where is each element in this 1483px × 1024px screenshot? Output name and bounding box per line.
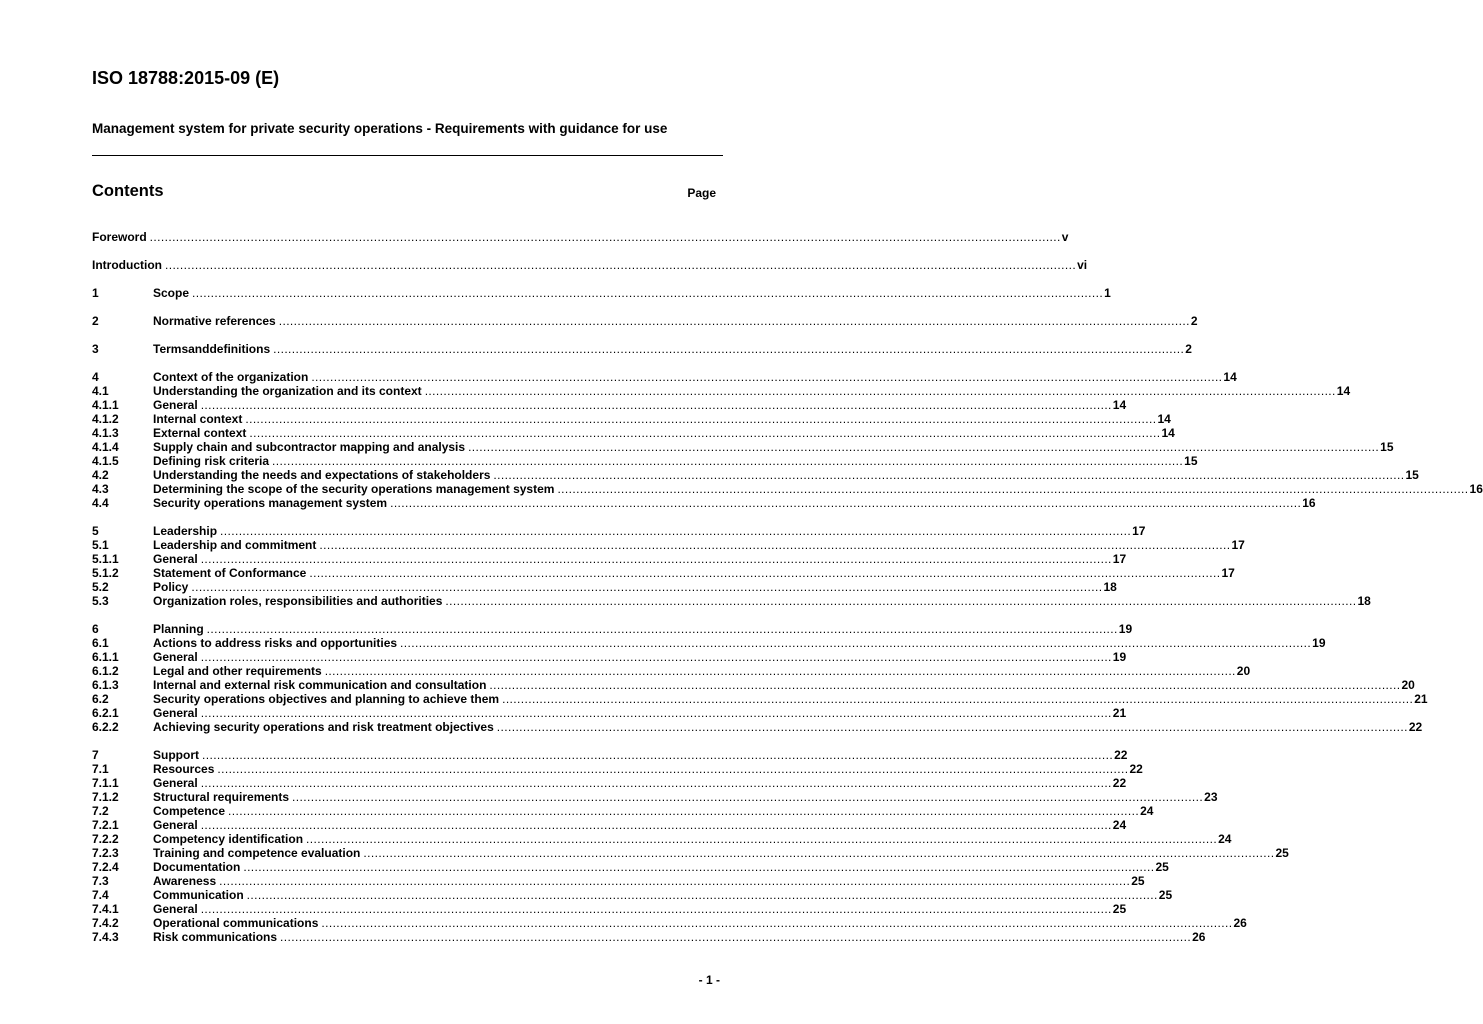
toc-entry-title: Normative references — [153, 314, 276, 328]
toc-entry-number: 6.2.2 — [92, 720, 119, 734]
toc-entry-page: 24 — [1112, 818, 1127, 832]
toc-dot-leader — [201, 552, 1112, 566]
toc-entry-title: General — [153, 776, 198, 790]
toc-entry-page: 21 — [1414, 692, 1428, 706]
toc-entry-page: 17 — [1132, 524, 1146, 538]
contents-heading: Contents — [92, 182, 164, 200]
toc-entry-page: 25 — [1131, 874, 1145, 888]
toc-entry-page: 25 — [1112, 902, 1127, 916]
toc-dot-leader — [219, 874, 1130, 888]
toc-dot-leader — [273, 342, 1184, 356]
toc-dot-leader — [390, 496, 1301, 510]
toc-entry[interactable] — [92, 720, 1423, 734]
toc-entry-title: Context of the organization — [153, 370, 309, 384]
toc-entry-number: 6.1 — [92, 636, 109, 650]
toc-entry-number: 7.3 — [92, 874, 109, 888]
toc-entry-page: 22 — [1112, 776, 1127, 790]
toc-entry-page: 14 — [1112, 398, 1127, 412]
toc-entry-number: 6.1.2 — [92, 664, 119, 678]
toc-entry[interactable] — [92, 888, 1173, 902]
toc-dot-leader — [201, 818, 1112, 832]
toc-entry-title: Operational communications — [153, 916, 319, 930]
toc-entry-number: 7.4 — [92, 888, 109, 902]
toc-entry-page: 25 — [1275, 846, 1289, 860]
toc-entry-page: 18 — [1357, 594, 1371, 608]
toc-entry-title: Training and competence evaluation — [153, 846, 361, 860]
toc-entry-number: 6.2 — [92, 692, 109, 706]
toc-entry[interactable] — [92, 636, 1326, 650]
toc-entry[interactable] — [92, 706, 1127, 720]
toc-entry-number: 7.4.3 — [92, 930, 119, 944]
toc-dot-leader — [220, 524, 1131, 538]
toc-entry-page: 15 — [1380, 440, 1394, 454]
toc-entry[interactable] — [92, 482, 1483, 496]
toc-entry-title: Support — [153, 748, 199, 762]
toc-entry-title: Scope — [153, 286, 190, 300]
toc-entry-number: 5.1 — [92, 538, 109, 552]
toc-entry-page: 17 — [1112, 552, 1127, 566]
toc-entry[interactable] — [92, 846, 1289, 860]
toc-entry-number: 2 — [92, 314, 99, 328]
toc-entry-number: 6 — [92, 622, 99, 636]
toc-entry-title: General — [153, 552, 198, 566]
toc-entry-number: 3 — [92, 342, 99, 356]
toc-entry[interactable] — [92, 426, 1175, 440]
toc-entry[interactable] — [92, 748, 1128, 762]
toc-dot-leader — [279, 314, 1190, 328]
toc-dot-leader — [243, 860, 1154, 874]
toc-entry[interactable] — [92, 874, 1145, 888]
toc-entry-number: 5.1.2 — [92, 566, 119, 580]
toc-entry[interactable] — [92, 524, 1146, 538]
toc-entry[interactable] — [92, 902, 1127, 916]
toc-entry-number: 4.1 — [92, 384, 109, 398]
toc-entry-title: Leadership — [153, 524, 218, 538]
toc-dot-leader — [502, 692, 1413, 706]
toc-entry-title: General — [153, 706, 198, 720]
toc-entry-page: 2 — [1190, 314, 1198, 328]
toc-entry-page: 2 — [1185, 342, 1192, 356]
toc-entry-page: 25 — [1158, 888, 1173, 902]
toc-dot-leader — [245, 412, 1156, 426]
toc-entry-title: Leadership and commitment — [153, 538, 317, 552]
toc-entry[interactable] — [92, 650, 1127, 664]
toc-dot-leader — [497, 720, 1408, 734]
toc-entry-number: 7.1.1 — [92, 776, 119, 790]
toc-entry-number: 7.1.2 — [92, 790, 119, 804]
toc-entry-page: 17 — [1231, 538, 1245, 552]
toc-entry[interactable] — [92, 412, 1171, 426]
toc-entry-number: 4.1.2 — [92, 412, 119, 426]
toc-dot-leader — [445, 594, 1356, 608]
toc-entry-number: 4.1.4 — [92, 440, 119, 454]
toc-entry-title: Documentation — [153, 860, 241, 874]
toc-entry[interactable] — [92, 692, 1428, 706]
toc-entry[interactable] — [92, 454, 1198, 468]
toc-entry-number: 5.3 — [92, 594, 109, 608]
table-of-contents — [92, 0, 1483, 1024]
toc-entry-number: 4.1.3 — [92, 426, 119, 440]
toc-entry-number: 5.1.1 — [92, 552, 119, 566]
toc-entry[interactable] — [92, 762, 1143, 776]
toc-entry-title: Communication — [153, 888, 244, 902]
toc-entry-title: Statement of Conformance — [153, 566, 307, 580]
toc-entry-number: 1 — [92, 286, 99, 300]
toc-entry-title: Security operations objectives and planning to achieve them — [153, 692, 500, 706]
toc-entry-title: Planning — [153, 622, 204, 636]
toc-dot-leader — [272, 454, 1183, 468]
toc-dot-leader — [557, 482, 1468, 496]
toc-entry-title: Awareness — [153, 874, 217, 888]
toc-entry-page: 26 — [1192, 930, 1206, 944]
toc-dot-leader — [309, 566, 1220, 580]
document-subtitle: Management system for private security operations - Requirements with guidance for use — [92, 121, 668, 136]
toc-entry-number: 4.4 — [92, 496, 109, 510]
toc-entry[interactable] — [92, 342, 1192, 356]
toc-entry-title: Organization roles, responsibilities and authorities — [153, 594, 443, 608]
toc-entry-number: 4.1.5 — [92, 454, 119, 468]
toc-dot-leader — [247, 888, 1158, 902]
toc-entry[interactable] — [92, 594, 1371, 608]
toc-dot-leader — [192, 286, 1103, 300]
toc-entry[interactable] — [92, 496, 1316, 510]
toc-entry-number: 7.2.4 — [92, 860, 119, 874]
toc-dot-leader — [201, 650, 1112, 664]
toc-entry-page: 1 — [1104, 286, 1111, 300]
toc-dot-leader — [150, 230, 1061, 244]
toc-entry-title: Internal and external risk communication and consultation — [153, 678, 487, 692]
toc-entry-title: Risk communications — [153, 930, 278, 944]
toc-entry-title: Security operations management system — [153, 496, 388, 510]
toc-dot-leader — [489, 678, 1400, 692]
toc-entry[interactable] — [92, 860, 1169, 874]
toc-entry-title: Supply chain and subcontractor mapping and analysis — [153, 440, 466, 454]
toc-entry-title: Internal context — [153, 412, 243, 426]
toc-entry-title: Foreword — [92, 230, 147, 244]
toc-entry[interactable] — [92, 776, 1127, 790]
toc-entry-number: 7.1 — [92, 762, 109, 776]
toc-entry-page: 14 — [1161, 426, 1175, 440]
toc-entry[interactable] — [92, 468, 1419, 482]
toc-entry[interactable] — [92, 552, 1127, 566]
toc-entry-title: Competency identification — [153, 832, 304, 846]
toc-entry-page: 24 — [1140, 804, 1154, 818]
toc-entry-number: 6.1.3 — [92, 678, 119, 692]
toc-entry[interactable] — [92, 566, 1235, 580]
toc-dot-leader — [165, 258, 1076, 272]
toc-entry-number: 7.4.2 — [92, 916, 119, 930]
toc-entry-page: 16 — [1302, 496, 1316, 510]
toc-entry-page: 16 — [1469, 482, 1483, 496]
toc-dot-leader — [201, 902, 1112, 916]
toc-entry[interactable] — [92, 384, 1351, 398]
toc-entry[interactable] — [92, 538, 1245, 552]
toc-entry[interactable] — [92, 678, 1415, 692]
toc-entry[interactable] — [92, 440, 1394, 454]
toc-entry-number: 5.2 — [92, 580, 109, 594]
toc-entry-page: 17 — [1221, 566, 1235, 580]
toc-dot-leader — [306, 832, 1217, 846]
toc-entry-page: 14 — [1336, 384, 1351, 398]
toc-entry-title: Defining risk criteria — [153, 454, 270, 468]
toc-entry-title: Actions to address risks and opportunities — [153, 636, 398, 650]
toc-entry-title: Termsanddefinitions — [153, 342, 271, 356]
toc-entry[interactable] — [92, 258, 1088, 272]
toc-entry-number: 4.1.1 — [92, 398, 119, 412]
toc-entry-title: Introduction — [92, 258, 162, 272]
toc-entry-title: Understanding the needs and expectations of stakeholders — [153, 468, 491, 482]
toc-entry-number: 4.2 — [92, 468, 109, 482]
page-column-heading: Page — [687, 186, 716, 200]
toc-entry[interactable] — [92, 230, 1069, 244]
toc-entry-page: 20 — [1236, 664, 1251, 678]
toc-entry[interactable] — [92, 398, 1127, 412]
toc-entry-page: 18 — [1103, 580, 1117, 594]
toc-entry-page: 19 — [1118, 622, 1133, 636]
toc-dot-leader — [217, 762, 1128, 776]
toc-entry[interactable] — [92, 370, 1237, 384]
toc-entry-title: External context — [153, 426, 247, 440]
toc-dot-leader — [202, 748, 1113, 762]
toc-dot-leader — [425, 384, 1336, 398]
toc-dot-leader — [493, 468, 1404, 482]
toc-dot-leader — [280, 930, 1191, 944]
toc-entry[interactable] — [92, 580, 1117, 594]
toc-dot-leader — [363, 846, 1274, 860]
toc-dot-leader — [201, 706, 1112, 720]
toc-entry-page: 19 — [1312, 636, 1326, 650]
toc-dot-leader — [319, 538, 1230, 552]
page-number: - 1 - — [698, 973, 720, 987]
toc-entry-number: 7.2.3 — [92, 846, 119, 860]
toc-entry-number: 7.2 — [92, 804, 109, 818]
toc-entry[interactable] — [92, 804, 1154, 818]
toc-dot-leader — [201, 776, 1112, 790]
toc-entry[interactable] — [92, 622, 1133, 636]
toc-entry-page: 22 — [1129, 762, 1143, 776]
toc-entry-title: General — [153, 398, 198, 412]
toc-entry-page: 23 — [1204, 790, 1218, 804]
toc-entry-page: 15 — [1184, 454, 1198, 468]
toc-dot-leader — [292, 790, 1203, 804]
toc-entry-number: 7.2.1 — [92, 818, 119, 832]
toc-dot-leader — [321, 916, 1232, 930]
toc-entry[interactable] — [92, 930, 1206, 944]
toc-entry-title: Understanding the organization and its context — [153, 384, 422, 398]
toc-entry-page: 14 — [1157, 412, 1171, 426]
toc-entry-page: vi — [1077, 258, 1088, 272]
toc-entry[interactable] — [92, 314, 1198, 328]
toc-dot-leader — [249, 426, 1160, 440]
toc-entry[interactable] — [92, 916, 1247, 930]
toc-entry-title: Determining the scope of the security operations management system — [153, 482, 555, 496]
toc-entry-number: 4.3 — [92, 482, 109, 496]
toc-entry-number: 4 — [92, 370, 99, 384]
toc-entry-number: 7.2.2 — [92, 832, 119, 846]
toc-entry-number: 7.4.1 — [92, 902, 119, 916]
toc-entry-page: 26 — [1233, 916, 1247, 930]
toc-entry-number: 5 — [92, 524, 99, 538]
toc-entry-title: General — [153, 902, 198, 916]
toc-entry-page: 25 — [1155, 860, 1169, 874]
toc-dot-leader — [325, 664, 1236, 678]
toc-entry-number: 6.2.1 — [92, 706, 119, 720]
toc-entry-page: 14 — [1223, 370, 1237, 384]
toc-dot-leader — [201, 398, 1112, 412]
toc-entry-title: Achieving security operations and risk treatment objectives — [153, 720, 494, 734]
toc-entry-page: 19 — [1112, 650, 1127, 664]
toc-dot-leader — [228, 804, 1139, 818]
toc-entry-title: Resources — [153, 762, 215, 776]
toc-entry-title: Structural requirements — [153, 790, 290, 804]
toc-entry-title: Legal and other requirements — [153, 664, 322, 678]
toc-entry-page: 22 — [1408, 720, 1423, 734]
toc-entry[interactable] — [92, 286, 1111, 300]
toc-dot-leader — [311, 370, 1222, 384]
toc-entry-page: 21 — [1112, 706, 1127, 720]
document-title: ISO 18788:2015-09 (E) — [92, 68, 280, 88]
toc-entry[interactable] — [92, 664, 1251, 678]
toc-entry-title: Competence — [153, 804, 226, 818]
toc-entry-number: 6.1.1 — [92, 650, 119, 664]
toc-dot-leader — [207, 622, 1118, 636]
toc-entry-page: 15 — [1405, 468, 1419, 482]
toc-entry[interactable] — [92, 818, 1127, 832]
toc-entry-page: v — [1061, 230, 1069, 244]
toc-entry-title: General — [153, 818, 198, 832]
toc-entry-page: 22 — [1114, 748, 1128, 762]
toc-entry[interactable] — [92, 790, 1218, 804]
toc-dot-leader — [400, 636, 1311, 650]
toc-entry-title: General — [153, 650, 198, 664]
toc-entry-page: 20 — [1401, 678, 1415, 692]
toc-entry[interactable] — [92, 832, 1232, 846]
toc-entry-number: 7 — [92, 748, 99, 762]
toc-dot-leader — [468, 440, 1379, 454]
toc-entry-page: 24 — [1218, 832, 1232, 846]
toc-entry-title: Policy — [153, 580, 189, 594]
toc-dot-leader — [191, 580, 1102, 594]
